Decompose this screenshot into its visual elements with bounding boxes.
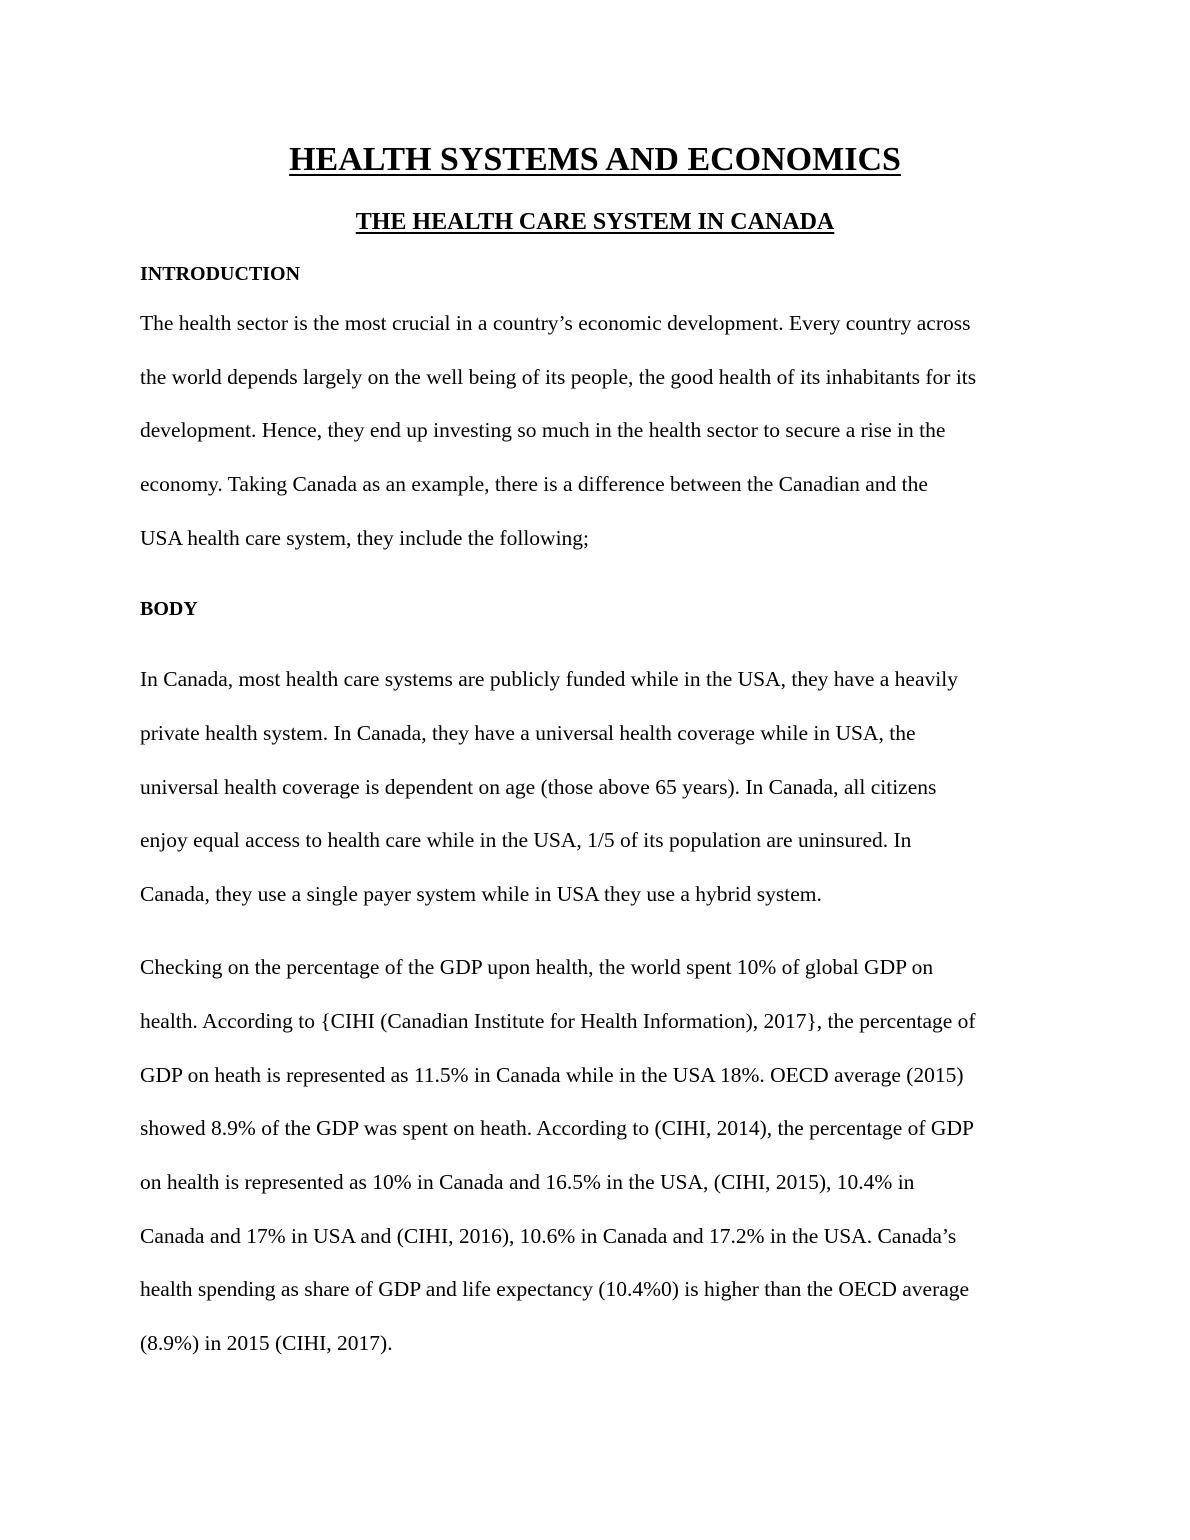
paragraph-line: Canada, they use a single payer system while in USA they use a hybrid system. (140, 882, 822, 906)
paragraph-line: on health is represented as 10% in Canada and 16.5% in the USA, (CIHI, 2015), 10.4% in (140, 1170, 915, 1194)
paragraph-line: private health system. In Canada, they have a universal health coverage while in USA, the (140, 721, 916, 745)
paragraph-line: GDP on heath is represented as 11.5% in Canada while in the USA 18%. OECD average (2015) (140, 1063, 964, 1087)
paragraph-line: showed 8.9% of the GDP was spent on heath. According to (CIHI, 2014), the percentage of GDP (140, 1116, 974, 1140)
paragraph-line: development. Hence, they end up investing so much in the health sector to secure a rise in the (140, 418, 946, 442)
paragraph-line: (8.9%) in 2015 (CIHI, 2017). (140, 1331, 393, 1355)
paragraph-line: Canada and 17% in USA and (CIHI, 2016), 10.6% in Canada and 17.2% in the USA. Canada’s (140, 1224, 957, 1248)
paragraph-line: USA health care system, they include the following; (140, 526, 590, 550)
body-heading: BODY (140, 598, 198, 620)
paragraph-line: economy. Taking Canada as an example, there is a difference between the Canadian and the (140, 472, 928, 496)
document-title: HEALTH SYSTEMS AND ECONOMICS (289, 141, 901, 178)
paragraph-line: universal health coverage is dependent on age (those above 65 years). In Canada, all citizens (140, 775, 937, 799)
document-subtitle: THE HEALTH CARE SYSTEM IN CANADA (355, 209, 835, 235)
introduction-heading: INTRODUCTION (140, 263, 301, 285)
paragraph-line: health. According to {CIHI (Canadian Institute for Health Information), 2017}, the percentage of (140, 1009, 976, 1033)
paragraph-line: the world depends largely on the well being of its people, the good health of its inhabitants for its (140, 365, 977, 389)
paragraph-line: health spending as share of GDP and life expectancy (10.4%0) is higher than the OECD average (140, 1277, 970, 1301)
paragraph-line: The health sector is the most crucial in a country’s economic development. Every country across (140, 311, 971, 335)
paragraph-line: enjoy equal access to health care while in the USA, 1/5 of its population are uninsured. In (140, 828, 912, 852)
paragraph-line: In Canada, most health care systems are publicly funded while in the USA, they have a heavily (140, 667, 958, 691)
paragraph-line: Checking on the percentage of the GDP upon health, the world spent 10% of global GDP on (140, 955, 934, 979)
